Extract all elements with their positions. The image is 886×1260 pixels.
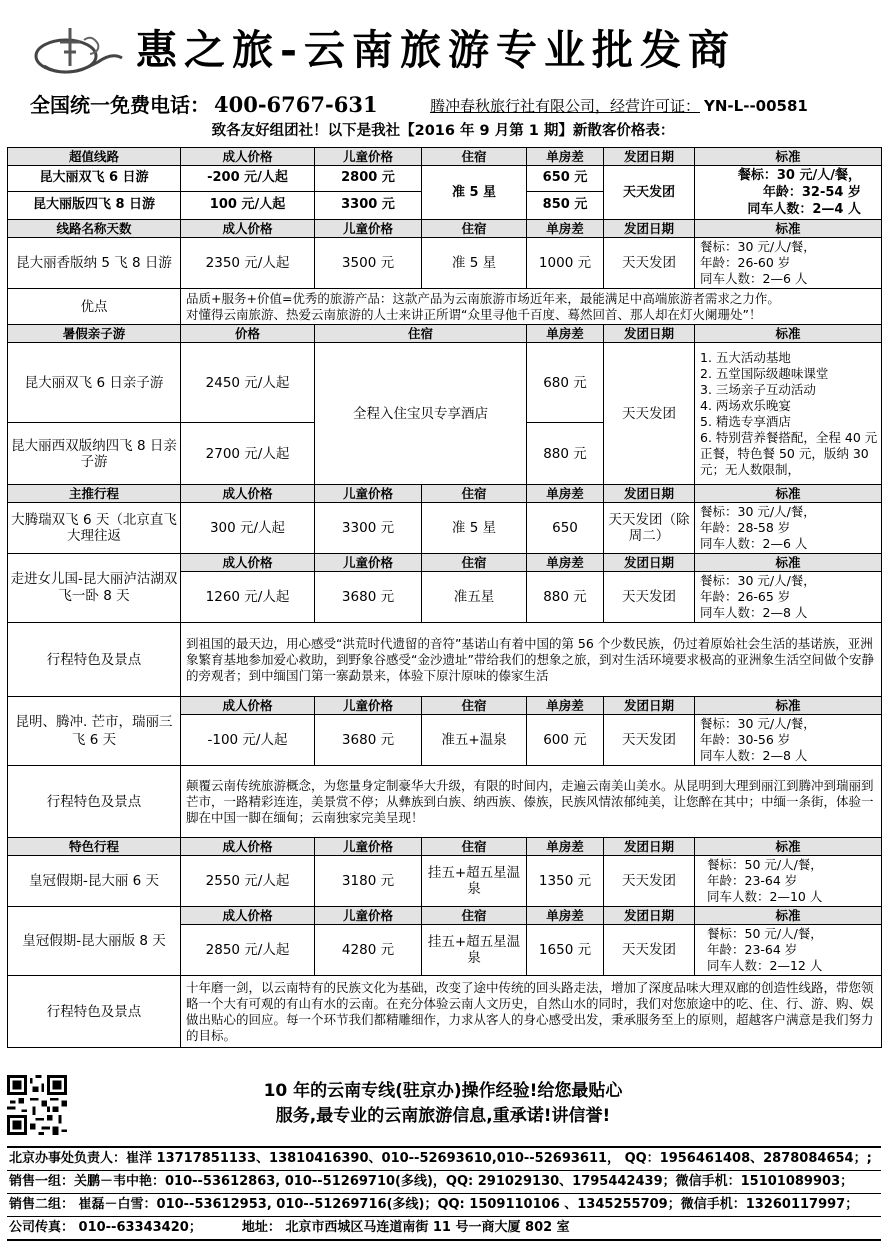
col-header: 特色行程 [8,838,181,856]
price: 2700 元/人起 [181,423,315,485]
standard [695,856,882,907]
route-name: 昆大丽双飞 6 日亲子游 [8,343,181,423]
single-supplement: 650 [527,503,604,554]
single-supplement: 1650 元 [527,925,604,976]
route-name: 昆大丽香版纳 5 飞 8 日游 [8,238,181,289]
table-row [8,238,882,289]
std-item: 6. 特别营养餐搭配，全程 40 元正餐，特色餐 50 元，版纳 30 元；无人数限制， [700,429,878,477]
col-header: 住宿 [422,554,527,572]
table-row [8,503,882,554]
std-group-size: 同车人数：2—6 人 [700,271,808,286]
route-name: 大腾瑞双飞 6 天（北京直飞大理往返 [8,503,181,554]
hotel: 挂五+超五星温泉 [422,925,527,976]
col-header: 成人价格 [181,838,315,856]
table-row [8,289,882,325]
std-group-size: 同车人数：2—8 人 [700,748,808,763]
single-supplement: 1350 元 [527,856,604,907]
address: 地址： 北京市西城区马连道南街 11 号一商大厦 802 室 [241,1220,570,1235]
col-header: 单房差 [527,838,604,856]
hotel: 准五+温泉 [422,715,527,766]
col-header: 标准 [695,554,882,572]
table-row [8,976,882,1048]
single-supplement: 880 元 [527,572,604,623]
departure: 天天发团 [604,238,695,289]
standard [695,925,882,976]
child-price: 3300 元 [315,191,422,219]
col-header: 暑假亲子游 [8,325,181,343]
std-meal: 餐标：30 元/人/餐， [700,504,816,519]
standard [695,343,882,485]
col-header: 成人价格 [181,148,315,166]
child-price: 3680 元 [315,572,422,623]
standard [695,238,882,289]
hotel: 准 5 星 [422,503,527,554]
col-header: 标准 [695,485,882,503]
col-header: 线路名称天数 [8,220,181,238]
feature-text: 到祖国的最天边，用心感受“洪荒时代遗留的音符”基诺山有着中国的第 56 个少数民族，仍过着原始社会生活的基诺族，亚洲象繁育基地参加爱心救助，到野象谷感受“金沙遗址”带给我们的想象之旅，到对生活环境要求极高的亚洲象生活空间做个安静的旁观者；到中缅国门第一寨勐景来，体验下原汁原味的傣家生活 [181,623,882,697]
table-row [8,343,882,423]
col-header: 单房差 [527,697,604,715]
std-meal: 餐标：30 元/人/餐， [700,573,816,588]
single-supplement: 850 元 [527,191,604,219]
notice-line: 致各友好组团社！以下是我社【2016 年 9 月第 1 期】新散客价格表： [211,123,675,139]
single-supplement: 680 元 [527,343,604,423]
std-age: 年龄：26-65 岁 [700,589,791,604]
std-item: 4. 两场欢乐晚宴 [700,397,791,413]
hotel: 准五星 [422,572,527,623]
col-header: 单房差 [527,325,604,343]
col-header: 发团日期 [604,485,695,503]
col-header: 主推行程 [8,485,181,503]
hotel: 全程入住宝贝专享酒店 [315,343,527,485]
feature-label: 行程特色及景点 [8,623,181,697]
hotline [30,92,378,118]
col-header: 标准 [695,148,882,166]
col-header: 单房差 [527,220,604,238]
col-header: 住宿 [422,907,527,925]
contact-line [7,1217,881,1239]
single-supplement: 880 元 [527,423,604,485]
std-age: 年龄：23-64 岁 [707,873,798,888]
single-supplement: 650 元 [527,166,604,192]
feature-label: 行程特色及景点 [8,976,181,1048]
section6-header-row [8,697,882,715]
col-header: 住宿 [422,220,527,238]
std-item: 3. 三场亲子互动活动 [700,381,816,397]
price: 2450 元/人起 [181,343,315,423]
col-header: 儿童价格 [315,148,422,166]
merit-line: 对懂得云南旅游、热爱云南旅游的人士来讲正所谓“众里寻他千百度、蓦然回首、那人却在灯火阑珊处”！ [186,306,762,322]
col-header: 发团日期 [604,554,695,572]
std-group-size: 同车人数：2—12 人 [707,958,823,973]
single-supplement: 1000 元 [527,238,604,289]
child-price: 4280 元 [315,925,422,976]
section5-header-row [8,554,882,572]
std-meal: 餐标：50 元/人/餐， [707,926,823,941]
feature-text: 颠覆云南传统旅游概念，为您量身定制豪华大升级，有限的时间内，走遍云南美山美水。从昆明到大理到丽江到腾冲到瑞丽到芒市，一路精彩连连，美景赏不停；从彝族到白族、纳西族、傣族，民族风情浓郁纯美，让您醉在其中；中缅一条街，体验一脚在中国一脚在缅甸；云南独家完美呈现！ [181,766,882,838]
slogan-line-2: 服务,最专业的云南旅游信息,重承诺!讲信誉! [275,1106,611,1126]
std-meal: 餐标：30 元/人/餐， [700,716,816,731]
col-header: 标准 [695,325,882,343]
standard [695,503,882,554]
col-header: 发团日期 [604,148,695,166]
route-name: 皇冠假期-昆大丽 6 天 [8,856,181,907]
adult-price: 2550 元/人起 [181,856,315,907]
child-price: 3500 元 [315,238,422,289]
col-header: 住宿 [422,485,527,503]
std-age: 年龄：28-58 岁 [700,520,791,535]
std-meal: 餐标：30 元/人/餐， [737,168,861,183]
section2-header-row [8,220,882,238]
route-name: 皇冠假期-昆大丽版 8 天 [8,907,181,976]
contact-block [7,1146,881,1241]
col-header: 发团日期 [604,325,695,343]
std-meal: 餐标：30 元/人/餐， [700,239,816,254]
std-age: 年龄：30-56 岁 [700,732,791,747]
col-header: 住宿 [422,697,527,715]
col-header: 标准 [695,697,882,715]
price-table [7,147,882,1048]
hotline-label: 全国统一免费电话： [30,93,210,117]
departure: 天天发团 [604,343,695,485]
col-header: 成人价格 [181,907,315,925]
col-header: 单房差 [527,485,604,503]
departure: 天天发团 [604,572,695,623]
contact-line: 销售二组： 崔磊－白雪：010--53612953, 010--51269716(多线)；QQ: 1509110106 、1345255709；微信手机：13260117997； [7,1194,881,1217]
col-header: 发团日期 [604,220,695,238]
slogan-line-1: 10 年的云南专线(驻京办)操作经验!给您最贴心 [263,1081,623,1101]
adult-price: -100 元/人起 [181,715,315,766]
std-item: 1. 五大活动基地 [700,349,791,365]
col-header: 成人价格 [181,485,315,503]
company-logo-icon [26,22,131,78]
adult-price: 1260 元/人起 [181,572,315,623]
col-header: 成人价格 [181,697,315,715]
merit-text [181,289,882,325]
col-header: 标准 [695,838,882,856]
col-header: 儿童价格 [315,485,422,503]
std-group-size: 同车人数：2—4 人 [747,202,861,217]
col-header: 成人价格 [181,554,315,572]
col-header: 发团日期 [604,907,695,925]
table-row [8,856,882,907]
license-info [430,96,808,116]
std-age: 年龄：32-54 岁 [762,185,861,200]
section1-header-row [8,148,882,166]
fax: 公司传真： 010--63343420； [9,1220,202,1235]
departure: 天天发团 [604,925,695,976]
child-price: 3180 元 [315,856,422,907]
departure: 天天发团（除周二） [604,503,695,554]
standard [695,572,882,623]
col-header: 标准 [695,220,882,238]
col-header: 儿童价格 [315,554,422,572]
child-price: 3680 元 [315,715,422,766]
adult-price: 2850 元/人起 [181,925,315,976]
section4-header-row [8,485,882,503]
standard [695,166,882,220]
std-group-size: 同车人数：2—6 人 [700,536,808,551]
col-header: 单房差 [527,148,604,166]
route-name: 昆大丽双飞 6 日游 [8,166,181,192]
route-name: 昆大丽西双版纳四飞 8 日亲子游 [8,423,181,485]
col-header: 住宿 [315,325,527,343]
route-name: 昆明、腾冲. 芒市，瑞丽三飞 6 天 [8,697,181,766]
section3-header-row [8,325,882,343]
license-number: YN-L--00581 [704,97,808,115]
table-row [8,623,882,697]
col-header: 住宿 [422,838,527,856]
child-price: 2800 元 [315,166,422,192]
adult-price: -200 元/人起 [181,166,315,192]
hotel: 准 5 星 [422,238,527,289]
section7-header-row [8,838,882,856]
hotel: 挂五+超五星温泉 [422,856,527,907]
col-header: 标准 [695,907,882,925]
company-name: 腾冲春秋旅行社有限公司，经营许可证： [430,97,701,115]
departure: 天天发团 [604,166,695,220]
col-header: 超值线路 [8,148,181,166]
single-supplement: 600 元 [527,715,604,766]
adult-price: 100 元/人起 [181,191,315,219]
std-group-size: 同车人数：2—8 人 [700,605,808,620]
table-row [8,166,882,192]
route-name: 走进女儿国-昆大丽泸沽湖双飞一卧 8 天 [8,554,181,623]
table-row [8,766,882,838]
standard [695,715,882,766]
contact-line: 销售一组：关鹏－韦中艳：010--53612863, 010--51269710(多线)，QQ: 291029130、1795442439；微信手机：15101089903； [7,1171,881,1194]
col-header: 发团日期 [604,697,695,715]
section7-subheader-row [8,907,882,925]
adult-price: 300 元/人起 [181,503,315,554]
hotline-number: 400-6767-631 [214,92,378,117]
adult-price: 2350 元/人起 [181,238,315,289]
col-header: 单房差 [527,907,604,925]
col-header: 价格 [181,325,315,343]
col-header: 成人价格 [181,220,315,238]
col-header: 儿童价格 [315,697,422,715]
departure: 天天发团 [604,715,695,766]
feature-label: 行程特色及景点 [8,766,181,838]
std-age: 年龄：26-60 岁 [700,255,791,270]
feature-text: 十年磨一剑，以云南特有的民族文化为基础，改变了途中传统的回头路走法，增加了深度品味大理双廊的创造性线路，带您领略一个大有可观的有山有水的云南。在充分体验云南人文历史，自然山水的同时，我们对您旅途中的吃、住、行、游、购、娱做出贴心的回应。每一个环节我们都精雕细作，力求从客人的身心感受出发，秉承服务至上的原则，超越客户满意是我们努力的目标。 [181,976,882,1048]
std-item: 2. 五堂国际级趣味课堂 [700,365,829,381]
departure: 天天发团 [604,856,695,907]
merit-line: 品质+服务+价值=优秀的旅游产品：这款产品为云南旅游市场近年来，最能满足中高端旅游者需求之力作。 [186,290,780,306]
contact-line: 北京办事处负责人：崔洋 13717851133、13810416390、010--52693610,010--52693611， QQ：1956461408、2878084654；; [7,1148,881,1171]
col-header: 儿童价格 [315,907,422,925]
std-item: 5. 精选专享酒店 [700,413,791,429]
std-group-size: 同车人数：2—10 人 [707,889,823,904]
header [0,0,886,150]
std-meal: 餐标：50 元/人/餐， [707,857,823,872]
col-header: 住宿 [422,148,527,166]
col-header: 单房差 [527,554,604,572]
col-header: 发团日期 [604,838,695,856]
merit-label: 优点 [8,289,181,325]
std-age: 年龄：23-64 岁 [707,942,798,957]
brand-title: 惠之旅-云南旅游专业批发商 [136,26,737,74]
col-header: 儿童价格 [315,220,422,238]
hotel: 准 5 星 [422,166,527,220]
route-name: 昆大丽版四飞 8 日游 [8,191,181,219]
child-price: 3300 元 [315,503,422,554]
col-header: 儿童价格 [315,838,422,856]
